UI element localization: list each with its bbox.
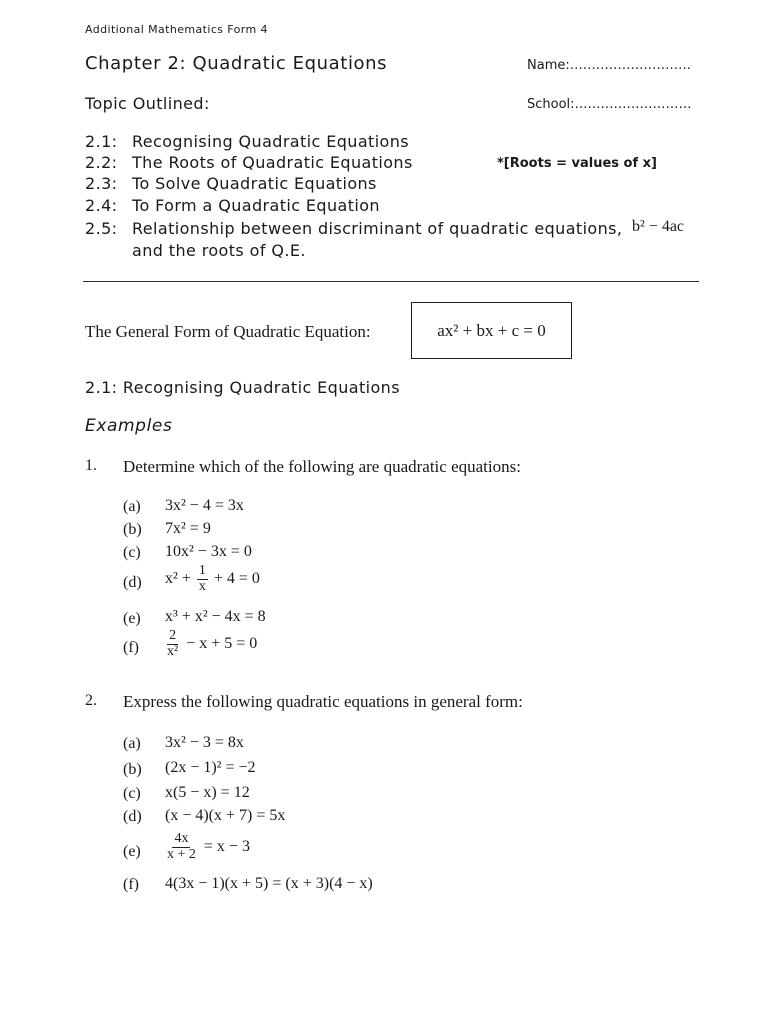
outline-text: To Solve Quadratic Equations xyxy=(132,174,377,193)
outline-number: 2.2: xyxy=(85,153,118,172)
outline-text: and the roots of Q.E. xyxy=(132,241,306,260)
general-form-formula: ax² + bx + c = 0 xyxy=(437,320,546,340)
equation-part: = x − 3 xyxy=(203,837,250,855)
outline-number: 2.3: xyxy=(85,174,118,193)
fraction-denominator: x + 2 xyxy=(167,846,196,862)
equation: (2x − 1)² = −2 xyxy=(165,759,256,776)
equation: 7x² = 9 xyxy=(165,520,211,537)
outline-item xyxy=(85,153,413,172)
name-field: Name:………………………. xyxy=(527,58,691,73)
outline-item xyxy=(85,174,377,193)
equation xyxy=(163,629,257,659)
question-number: 1. xyxy=(85,457,97,474)
outline-number: 2.4: xyxy=(85,196,118,215)
question-text: Determine which of the following are quadratic equations: xyxy=(123,457,521,476)
section-title: 2.1: Recognising Quadratic Equations xyxy=(85,378,400,397)
question-number: 2. xyxy=(85,692,97,709)
equation-part: + 4 = 0 xyxy=(213,569,260,587)
outline-item xyxy=(85,196,380,215)
fraction-denominator: x xyxy=(198,578,206,594)
item-label: (d) xyxy=(123,808,142,825)
equation xyxy=(165,564,260,594)
outline-item xyxy=(85,219,622,238)
outline-number: 2.1: xyxy=(85,132,118,151)
subject-header: Additional Mathematics Form 4 xyxy=(85,23,268,36)
equation: x(5 − x) = 12 xyxy=(165,784,250,801)
equation: (x − 4)(x + 7) = 5x xyxy=(165,807,286,824)
equation-part: − x + 5 = 0 xyxy=(186,634,258,652)
fraction-numerator: 2 xyxy=(169,628,177,643)
outline-text: The Roots of Quadratic Equations xyxy=(132,153,413,172)
topic-outlined-label: Topic Outlined: xyxy=(85,94,210,113)
question-text: Express the following quadratic equations in general form: xyxy=(123,692,523,711)
item-label: (f) xyxy=(123,639,139,656)
examples-label: Examples xyxy=(85,416,173,436)
equation: x³ + x² − 4x = 8 xyxy=(165,608,266,625)
item-label: (b) xyxy=(123,521,142,538)
equation: 3x² − 3 = 8x xyxy=(165,734,244,751)
item-label: (e) xyxy=(123,610,141,627)
fraction-numerator: 1 xyxy=(198,563,206,578)
equation xyxy=(163,832,250,862)
equation-part: x² + xyxy=(165,569,191,587)
divider xyxy=(83,281,699,282)
item-label: (e) xyxy=(123,843,141,860)
chapter-title: Chapter 2: Quadratic Equations xyxy=(85,53,388,74)
fraction-numerator: 4x xyxy=(174,831,189,846)
outline-item xyxy=(85,241,306,260)
fraction xyxy=(165,832,198,862)
outline-text: To Form a Quadratic Equation xyxy=(132,196,380,215)
fraction-denominator: x² xyxy=(167,643,179,659)
discriminant-formula: b² − 4ac xyxy=(632,218,685,235)
roots-note: *[Roots = values of x] xyxy=(497,156,657,171)
item-label: (d) xyxy=(123,574,142,591)
school-field: School:……………………… xyxy=(527,97,692,112)
general-form-box xyxy=(411,302,572,359)
fraction xyxy=(165,629,180,659)
item-label: (c) xyxy=(123,785,141,802)
general-form-label: The General Form of Quadratic Equation: xyxy=(85,322,371,341)
item-label: (a) xyxy=(123,735,141,752)
outline-text: Relationship between discriminant of quadratic equations, xyxy=(132,219,623,238)
equation: 10x² − 3x = 0 xyxy=(165,543,252,560)
outline-number: 2.5: xyxy=(85,219,118,238)
fraction xyxy=(197,564,208,594)
item-label: (a) xyxy=(123,498,141,515)
equation: 4(3x − 1)(x + 5) = (x + 3)(4 − x) xyxy=(165,875,373,892)
outline-text: Recognising Quadratic Equations xyxy=(132,132,410,151)
item-label: (b) xyxy=(123,761,142,778)
outline-item xyxy=(85,132,409,151)
equation: 3x² − 4 = 3x xyxy=(165,497,244,514)
item-label: (f) xyxy=(123,876,139,893)
item-label: (c) xyxy=(123,544,141,561)
